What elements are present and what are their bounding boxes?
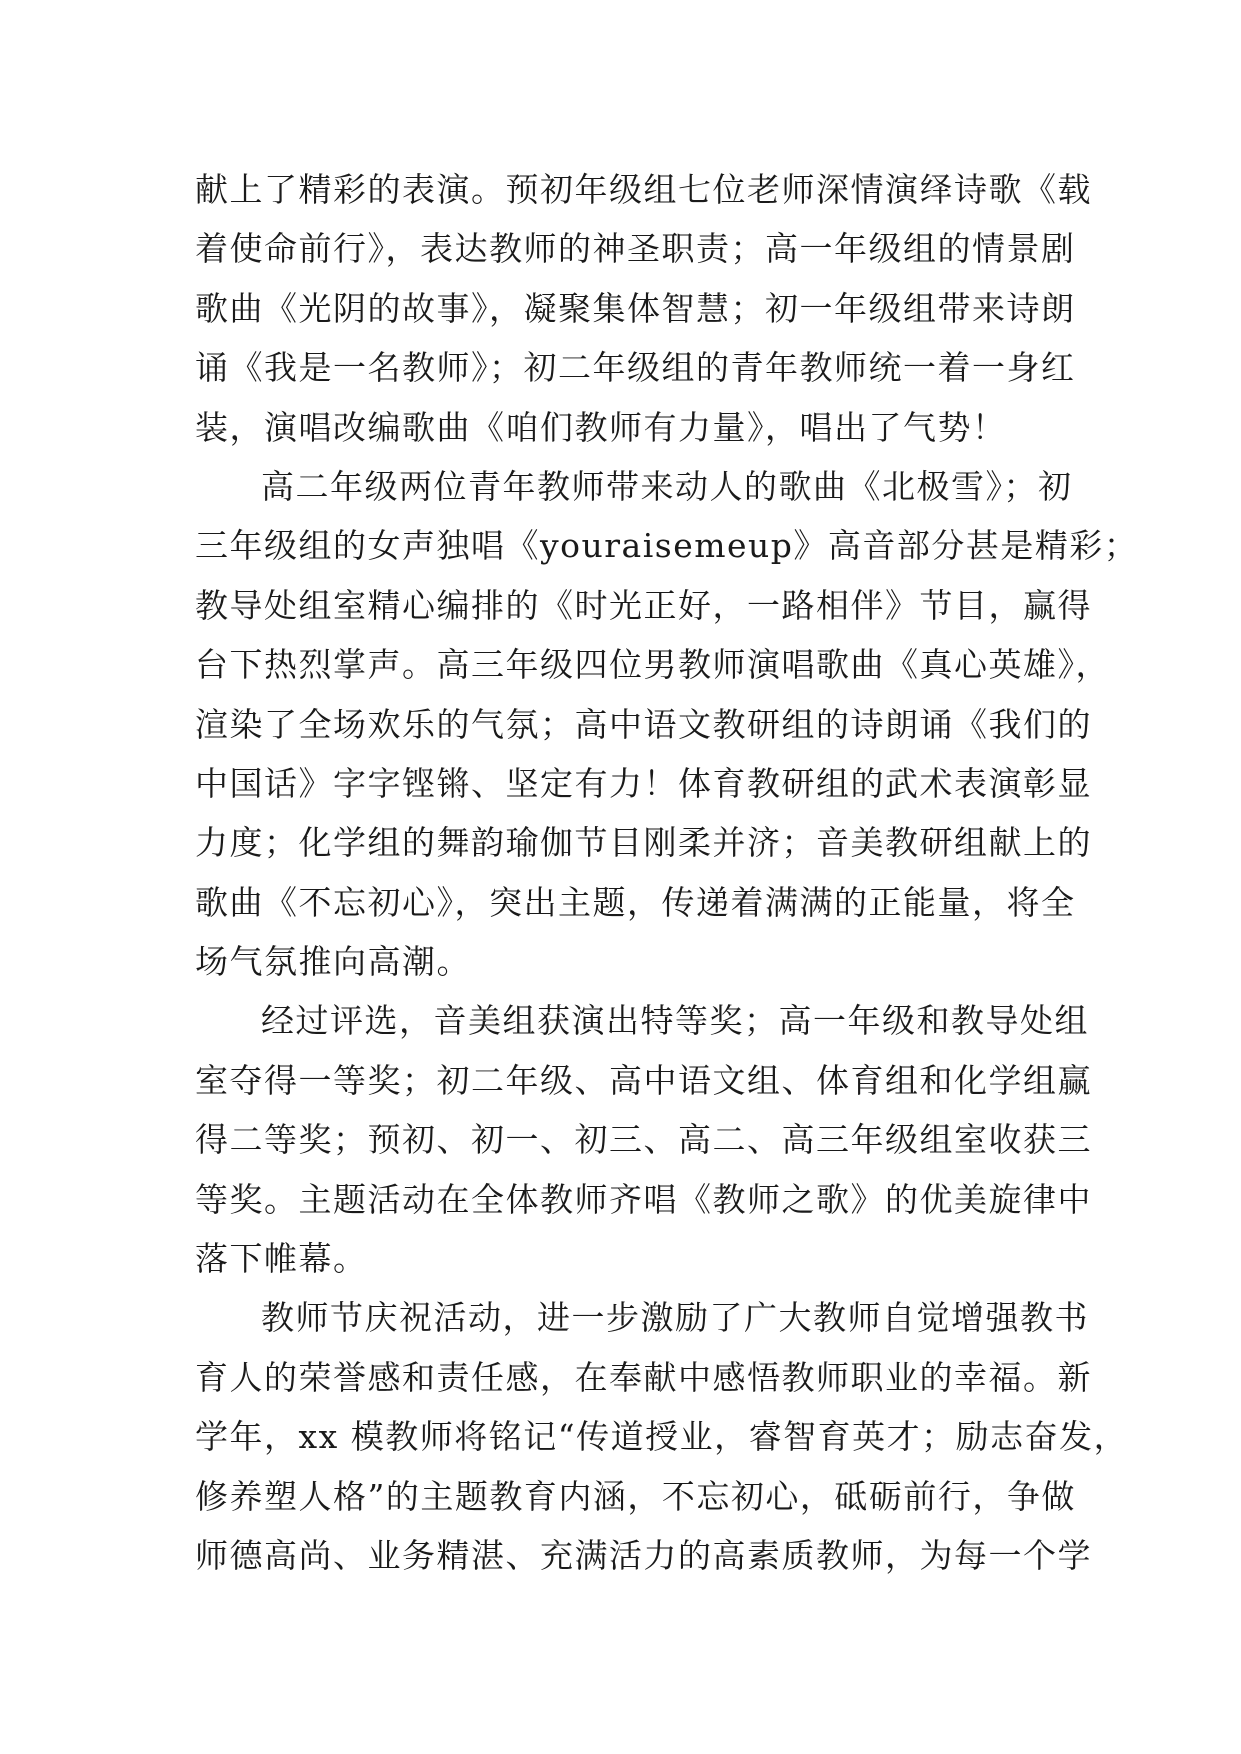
text-line: 得二等奖；预初、初一、初三、高二、高三年级组室收获三	[195, 1120, 1092, 1160]
text-line: 场气氛推向高潮。	[195, 942, 471, 982]
text-line: 三年级组的女声独唱《youraisemeup》高音部分甚是精彩；	[195, 526, 1139, 566]
text-line: 献上了精彩的表演。预初年级组七位老师深情演绎诗歌《载	[195, 170, 1092, 209]
text-line: 装，演唱改编歌曲《咱们教师有力量》，唱出了气势！	[195, 407, 1007, 447]
text-line: 着使命前行》，表达教师的神圣职责；高一年级组的情景剧	[195, 229, 1076, 269]
paragraph-first-line: 高二年级两位青年教师带来动人的歌曲《北极雪》；初	[261, 466, 1073, 506]
document-body	[195, 160, 1139, 1585]
text-line: 落下帷幕。	[195, 1239, 368, 1279]
text-line: 力度；化学组的舞韵瑜伽节目刚柔并济；音美教研组献上的	[195, 823, 1092, 863]
text-line: 渲染了全场欢乐的气氛；高中语文教研组的诗朗诵《我们的	[195, 704, 1092, 744]
text-line: 修养塑人格”的主题教育内涵，不忘初心，砥砺前行，争做	[195, 1476, 1076, 1516]
text-line: 歌曲《不忘初心》，突出主题，传递着满满的正能量，将全	[195, 882, 1076, 922]
text-line: 中国话》字字铿锵、坚定有力！体育教研组的武术表演彰显	[195, 763, 1092, 803]
paragraph-first-line: 教师节庆祝活动，进一步激励了广大教师自觉增强教书	[261, 1298, 1089, 1338]
text-line: 歌曲《光阴的故事》，凝聚集体智慧；初一年级组带来诗朗	[195, 288, 1076, 328]
text-line: 室夺得一等奖；初二年级、高中语文组、体育组和化学组赢	[195, 1060, 1092, 1100]
paragraph-first-line: 经过评选，音美组获演出特等奖；高一年级和教导处组	[261, 1001, 1089, 1041]
text-line: 诵《我是一名教师》；初二年级组的青年教师统一着一身红	[195, 348, 1076, 388]
text-line: 师德高尚、业务精湛、充满活力的高素质教师，为每一个学	[195, 1535, 1092, 1575]
text-line: 学年，xx 模教师将铭记“传道授业，睿智育英才；励志奋发，	[195, 1417, 1129, 1457]
text-line: 等奖。主题活动在全体教师齐唱《教师之歌》的优美旋律中	[195, 1179, 1092, 1219]
text-line: 教导处组室精心编排的《时光正好，一路相伴》节目，赢得	[195, 585, 1092, 625]
text-line: 台下热烈掌声。高三年级四位男教师演唱歌曲《真心英雄》，	[195, 645, 1110, 685]
text-line: 育人的荣誉感和责任感，在奉献中感悟教师职业的幸福。新	[195, 1357, 1092, 1397]
